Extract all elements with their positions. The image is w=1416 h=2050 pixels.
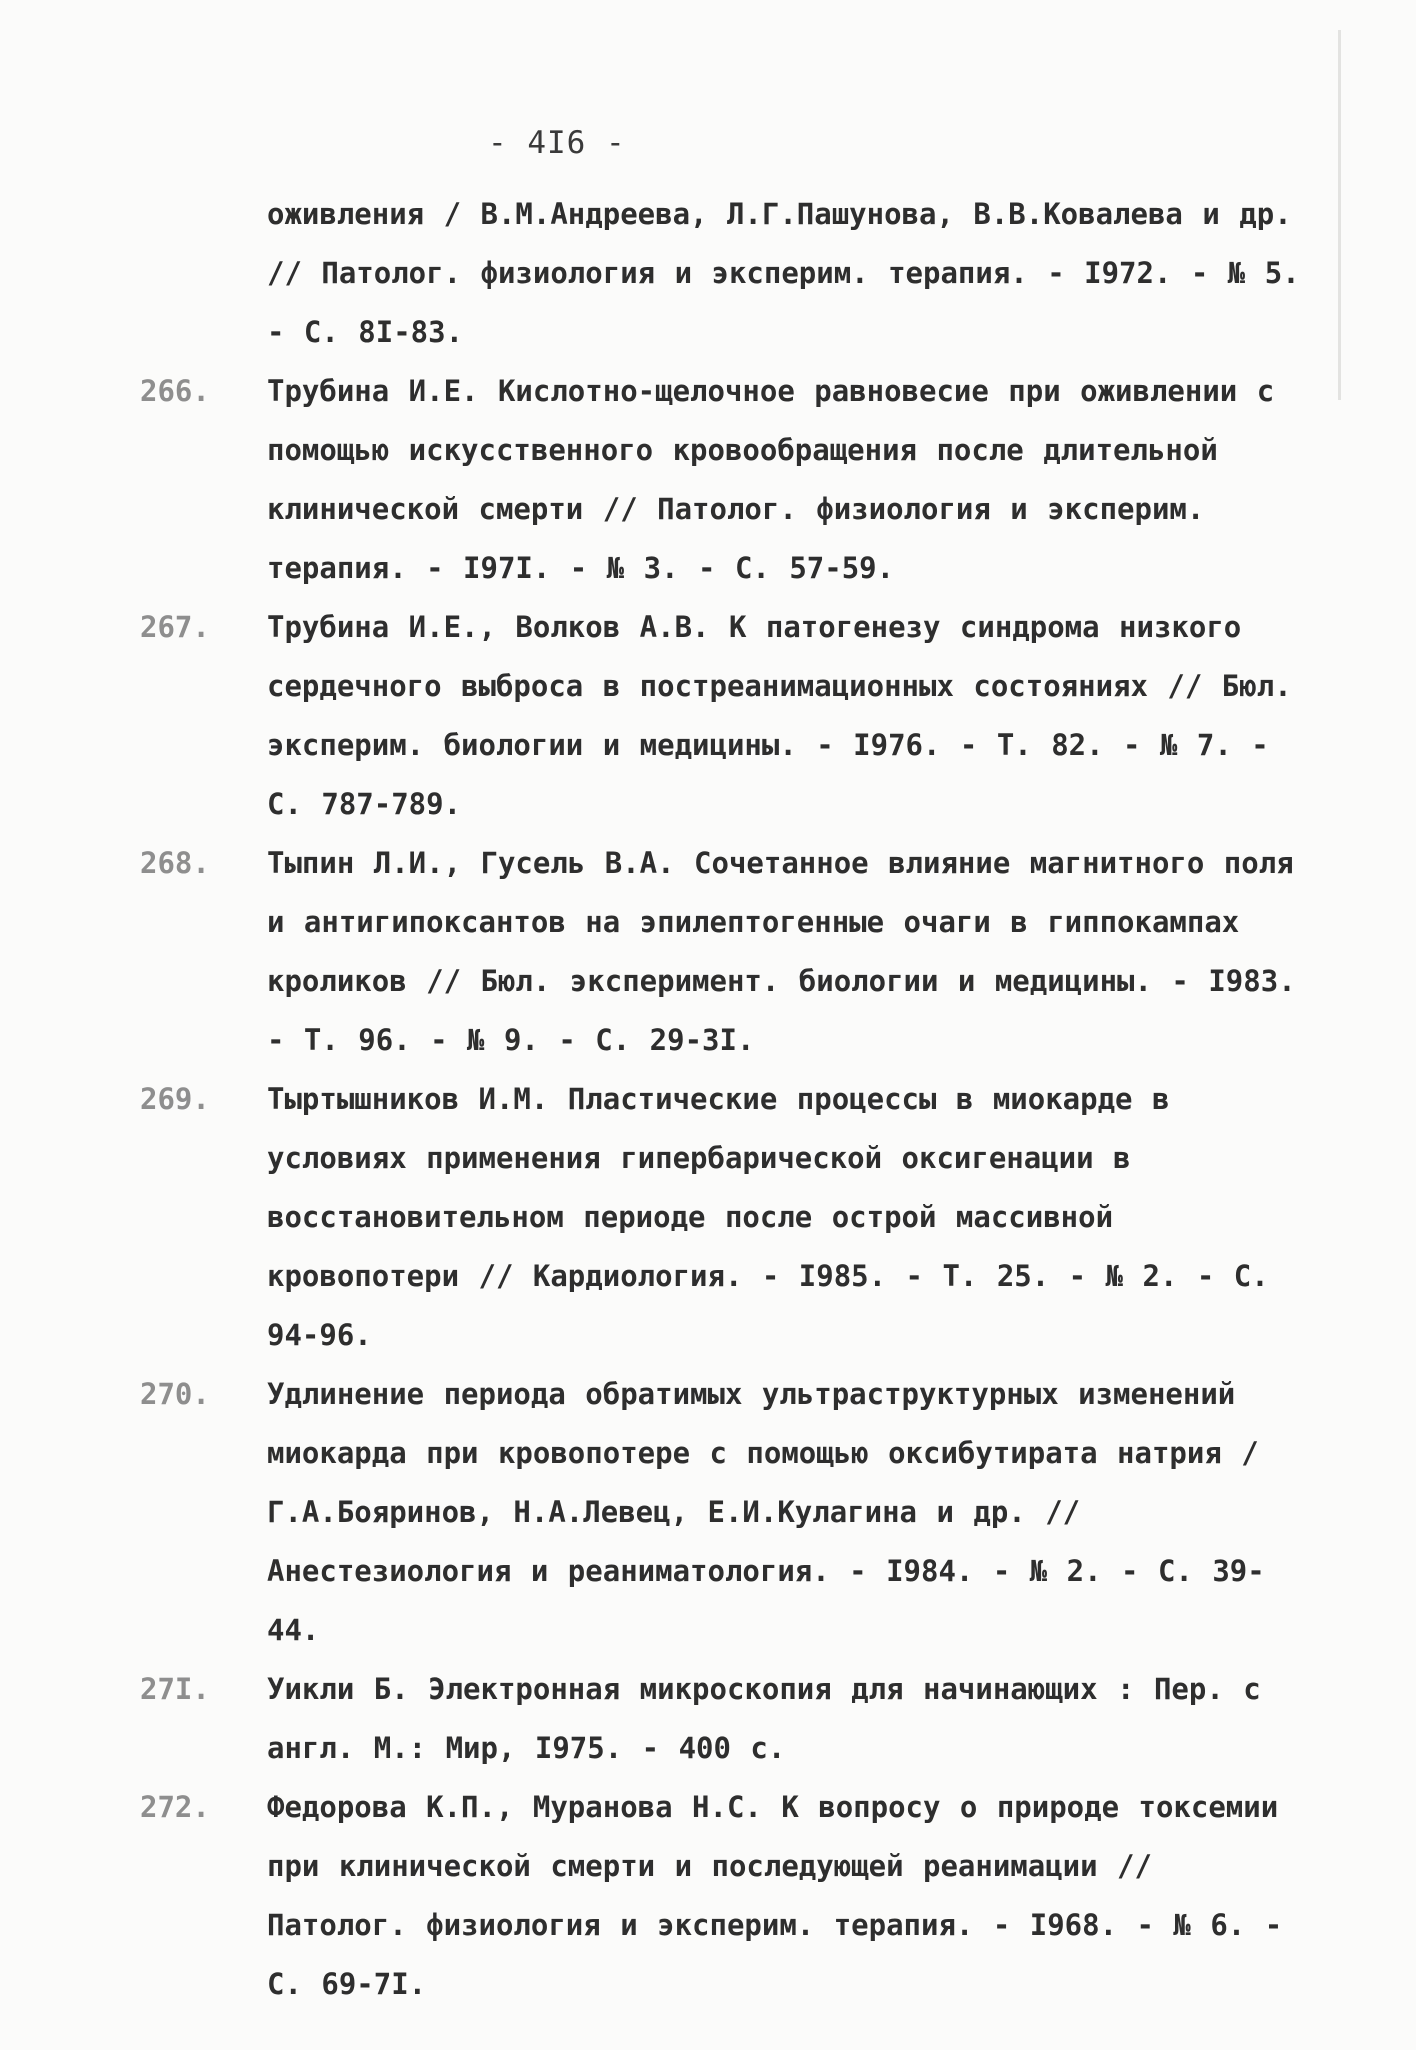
bibliography-entry-271 (140, 1660, 1300, 1778)
entry-text: Трубина И.Е. Кислотно-щелочное равновесие при оживлении с помощью искусственного кровообращения после длительной клинической смерти // Патолог. физиология и эксперим. терапия. - I97I. - № 3. - С. 57-59. (267, 374, 1275, 585)
entry-number: 266. (140, 374, 210, 408)
entry-number: 268. (140, 846, 210, 880)
bibliography-continuation (140, 185, 1300, 362)
entry-number: 270. (140, 1377, 210, 1411)
entry-text: Удлинение периода обратимых ультраструктурных изменений миокарда при кровопотере с помощью оксибутирата натрия / Г.А.Бояринов, Н.А.Левец, Е.И.Кулагина и др. // Анестезиология и реаниматология. - I984. - № 2. - С. 39-44. (267, 1377, 1265, 1647)
bibliography-entry-270 (140, 1365, 1300, 1660)
entry-text: Федорова К.П., Муранова Н.С. К вопросу о природе токсемии при клинической смерти и последующей реанимации // Патолог. физиология и эксперим. терапия. - I968. - № 6. - С. 69-7I. (267, 1790, 1283, 2001)
bibliography-entry-266 (140, 362, 1300, 598)
page-number: - 4I6 - (488, 125, 626, 161)
entry-number: 269. (140, 1082, 210, 1116)
bibliography-entry-267 (140, 598, 1300, 834)
bibliography-entry-268 (140, 834, 1300, 1070)
bibliography-entry-272 (140, 1778, 1300, 2014)
entry-text: Уикли Б. Электронная микроскопия для начинающих : Пер. с англ. М.: Мир, I975. - 400 с. (267, 1672, 1261, 1765)
entry-text: Трубина И.Е., Волков А.В. К патогенезу синдрома низкого сердечного выброса в постреанимационных состояниях // Бюл. эксперим. биологии и медицины. - I976. - Т. 82. - № 7. - С. 787-789. (267, 610, 1292, 821)
entry-number: 267. (140, 610, 210, 644)
entry-text: Тыртышников И.М. Пластические процессы в миокарде в условиях применения гипербарической оксигенации в восстановительном периоде после острой массивной кровопотери // Кардиология. - I985. - Т. 25. - № 2. - С. 94-96. (267, 1082, 1269, 1352)
entry-number: 27I. (140, 1672, 210, 1706)
entry-text: оживления / В.М.Андреева, Л.Г.Пашунова, В.В.Ковалева и др. // Патолог. физиология и эксперим. терапия. - I972. - № 5. - С. 8I-83. (267, 197, 1300, 349)
entry-number: 272. (140, 1790, 210, 1824)
bibliography-list (140, 185, 1300, 2014)
bibliography-entry-269 (140, 1070, 1300, 1365)
scan-edge-line (1338, 30, 1341, 400)
entry-text: Тыпин Л.И., Гусель В.А. Сочетанное влияние магнитного поля и антигипоксантов на эпилептогенные очаги в гиппокампах кроликов // Бюл. эксперимент. биологии и медицины. - I983. - Т. 96. - № 9. - С. 29-3I. (267, 846, 1296, 1057)
